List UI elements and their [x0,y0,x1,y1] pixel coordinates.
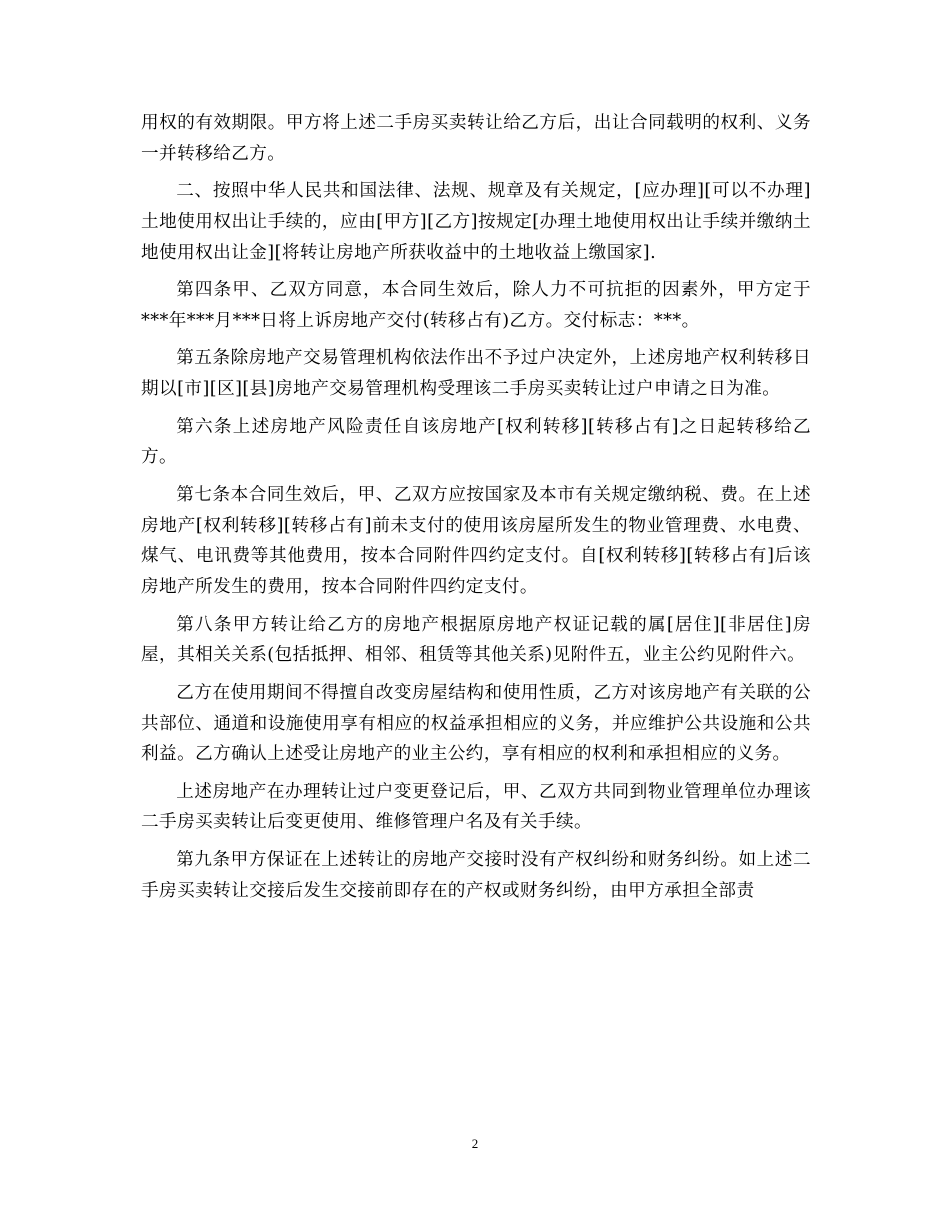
paragraph-continuation: 用权的有效期限。甲方将上述二手房买卖转让给乙方后，出让合同载明的权利、义务一并转移给乙方。 [141,113,811,164]
paragraph-clause-2: 二、按照中华人民共和国法律、法规、规章及有关规定，[应办理][可以不办理]土地使用权出让手续的，应由[甲方][乙方]按规定[办理土地使用权出让手续并缴纳土地使用权出让金][将转让房地产所获收益中的土地收益上缴国家]. [141,181,811,263]
paragraph-article-7: 第七条本合同生效后，甲、乙双方应按国家及本市有关规定缴纳税、费。在上述房地产[权利转移][转移占有]前未支付的使用该房屋所发生的物业管理费、水电费、煤气、电讯费等其他费用，按本合同附件四约定支付。自[权利转移][转移占有]后该房地产所发生的费用，按本合同附件四约定支付。 [141,484,811,598]
paragraph-article-6: 第六条上述房地产风险责任自该房地产[权利转移][转移占有]之日起转移给乙方。 [141,416,811,468]
paragraph-article-8: 第八条甲方转让给乙方的房地产根据原房地产权证记载的属[居住][非居住]房屋，其相关关系(包括抵押、相邻、租赁等其他关系)见附件五，业主公约见附件六。 [141,614,811,666]
page-number: 2 [471,1136,479,1151]
paragraph-property-management: 上述房地产在办理转让过户变更登记后，甲、乙双方共同到物业管理单位办理该二手房买卖转让后变更使用、维修管理户名及有关手续。 [141,781,811,833]
document-body [141,108,811,906]
paragraph-party-b-obligations: 乙方在使用期间不得擅自改变房屋结构和使用性质，乙方对该房地产有关联的公共部位、通道和设施使用享有相应的权益承担相应的义务，并应维护公共设施和公共利益。乙方确认上述受让房地产的业主公约，享有相应的权利和承担相应的义务。 [141,682,811,765]
paragraph-article-4: 第四条甲、乙双方同意，本合同生效后，除人力不可抗拒的因素外，甲方定于***年***月***日将上诉房地产交付(转移占有)乙方。交付标志：***。 [141,280,811,331]
paragraph-article-5: 第五条除房地产交易管理机构依法作出不予过户决定外，上述房地产权利转移日期以[市][区][县]房地产交易管理机构受理该二手房买卖转让过户申请之日为准。 [141,348,811,400]
paragraph-article-9: 第九条甲方保证在上述转让的房地产交接时没有产权纠纷和财务纠纷。如上述二手房买卖转让交接后发生交接前即存在的产权或财务纠纷，由甲方承担全部责 [141,849,811,901]
